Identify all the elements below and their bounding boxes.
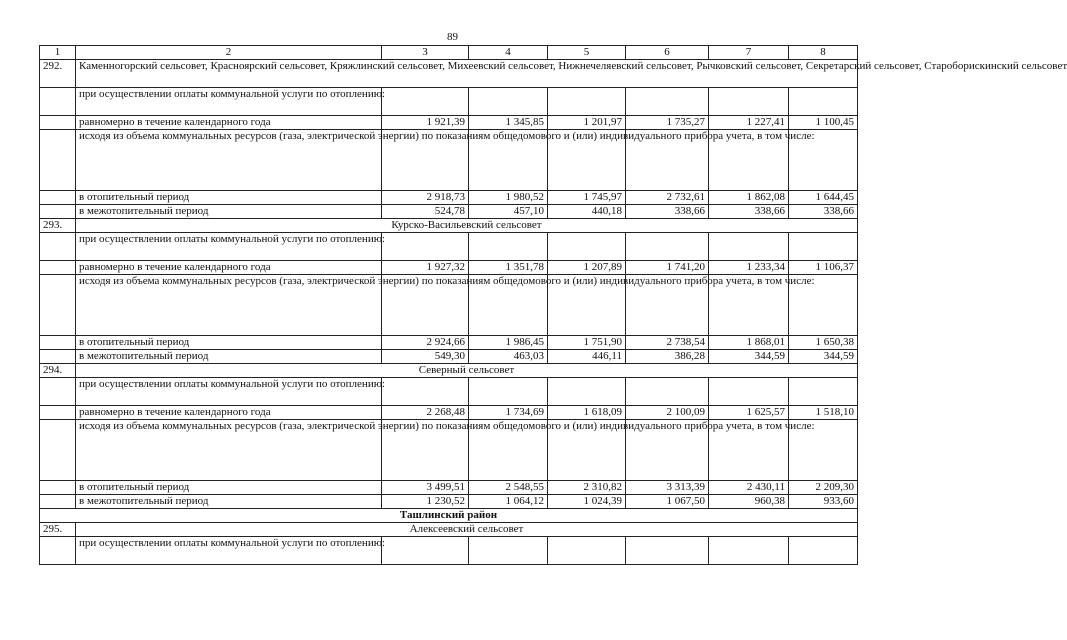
section-title: Северный сельсовет bbox=[76, 364, 858, 378]
table-cell: 1 927,32 bbox=[382, 261, 469, 275]
heating-payment-label: при осуществлении оплаты коммунальной услуги по отоплению: bbox=[76, 88, 382, 116]
header-col-2: 2 bbox=[76, 46, 382, 60]
table-cell: 2 548,55 bbox=[469, 481, 548, 495]
by-volume-row bbox=[40, 130, 858, 191]
interheating-period-row bbox=[40, 495, 858, 509]
table-cell: 1 644,45 bbox=[789, 191, 858, 205]
section-title: Каменногорский сельсовет, Красноярский сельсовет, Кряжлинский сельсовет, Михеевский сельсовет, Нижнечеляевский сельсовет, Рычковский сельсовет, Секретарский сельсовет, Староборискинский сельсовет bbox=[76, 60, 858, 88]
header-col-4: 4 bbox=[469, 46, 548, 60]
heating-payment-row bbox=[40, 233, 858, 261]
heating-payment-row bbox=[40, 88, 858, 116]
table-cell: 344,59 bbox=[789, 350, 858, 364]
table-cell: 386,28 bbox=[626, 350, 709, 364]
section-number: 293. bbox=[40, 219, 76, 233]
table-cell: 1 745,97 bbox=[548, 191, 626, 205]
interheating-period-label: в межотопительный период bbox=[76, 350, 382, 364]
section-292 bbox=[40, 60, 1067, 219]
by-volume-label: исходя из объема коммунальных ресурсов (газа, электрической энергии) по показаниям общедомового и (или) индивидуального прибора учета, в том числе: bbox=[76, 130, 382, 191]
by-volume-label: исходя из объема коммунальных ресурсов (газа, электрической энергии) по показаниям общедомового и (или) индивидуального прибора учета, в том числе: bbox=[76, 420, 382, 481]
section-title-row bbox=[40, 364, 858, 378]
section-title: Алексеевский сельсовет bbox=[76, 523, 858, 537]
table-cell: 960,38 bbox=[709, 495, 789, 509]
table-cell: 1 106,37 bbox=[789, 261, 858, 275]
evenly-row bbox=[40, 261, 858, 275]
table-cell: 463,03 bbox=[469, 350, 548, 364]
heating-payment-label: при осуществлении оплаты коммунальной услуги по отоплению: bbox=[76, 537, 382, 565]
table-cell: 338,66 bbox=[789, 205, 858, 219]
header-col-8: 8 bbox=[789, 46, 858, 60]
header-col-6: 6 bbox=[626, 46, 709, 60]
heating-period-row bbox=[40, 191, 858, 205]
table-cell: 933,60 bbox=[789, 495, 858, 509]
table-cell: 338,66 bbox=[626, 205, 709, 219]
section-295 bbox=[40, 509, 858, 565]
header-col-1: 1 bbox=[40, 46, 76, 60]
interheating-period-label: в межотопительный период bbox=[76, 495, 382, 509]
table-cell: 1 625,57 bbox=[709, 406, 789, 420]
table-cell: 1 862,08 bbox=[709, 191, 789, 205]
page-number: 89 bbox=[447, 31, 458, 43]
table-cell: 1 650,38 bbox=[789, 336, 858, 350]
table-cell: 446,11 bbox=[548, 350, 626, 364]
table-cell: 1 201,97 bbox=[548, 116, 626, 130]
table-cell: 2 209,30 bbox=[789, 481, 858, 495]
table-cell: 2 924,66 bbox=[382, 336, 469, 350]
table-cell: 2 430,11 bbox=[709, 481, 789, 495]
table-cell: 1 227,41 bbox=[709, 116, 789, 130]
table-cell: 1 921,39 bbox=[382, 116, 469, 130]
section-number: 292. bbox=[40, 60, 76, 88]
table-cell: 1 064,12 bbox=[469, 495, 548, 509]
district-title: Ташлинский район bbox=[40, 509, 858, 523]
section-number: 295. bbox=[40, 523, 76, 537]
table-cell: 1 230,52 bbox=[382, 495, 469, 509]
evenly-label: равномерно в течение календарного года bbox=[76, 261, 382, 275]
table-cell: 2 738,54 bbox=[626, 336, 709, 350]
evenly-row bbox=[40, 406, 858, 420]
heating-payment-label: при осуществлении оплаты коммунальной услуги по отоплению: bbox=[76, 378, 382, 406]
table-cell: 1 351,78 bbox=[469, 261, 548, 275]
table-cell: 1 100,45 bbox=[789, 116, 858, 130]
heating-period-label: в отопительный период bbox=[76, 191, 382, 205]
table-cell: 524,78 bbox=[382, 205, 469, 219]
section-title-row bbox=[40, 523, 858, 537]
tariff-table bbox=[39, 45, 1067, 565]
evenly-label: равномерно в течение календарного года bbox=[76, 116, 382, 130]
evenly-row bbox=[40, 116, 858, 130]
district-row bbox=[40, 509, 858, 523]
table-cell: 440,18 bbox=[548, 205, 626, 219]
table-cell: 2 310,82 bbox=[548, 481, 626, 495]
table-cell: 2 100,09 bbox=[626, 406, 709, 420]
table-cell: 3 499,51 bbox=[382, 481, 469, 495]
table-cell: 1 735,27 bbox=[626, 116, 709, 130]
section-title-row bbox=[40, 219, 858, 233]
table-cell: 2 268,48 bbox=[382, 406, 469, 420]
interheating-period-label: в межотопительный период bbox=[76, 205, 382, 219]
table-cell: 1 518,10 bbox=[789, 406, 858, 420]
table-cell: 1 741,20 bbox=[626, 261, 709, 275]
section-title: Курско-Васильевский сельсовет bbox=[76, 219, 858, 233]
table-cell: 3 313,39 bbox=[626, 481, 709, 495]
table-cell: 1 980,52 bbox=[469, 191, 548, 205]
section-number: 294. bbox=[40, 364, 76, 378]
table-cell: 1 618,09 bbox=[548, 406, 626, 420]
by-volume-row bbox=[40, 275, 858, 336]
interheating-period-row bbox=[40, 350, 858, 364]
table-cell: 338,66 bbox=[709, 205, 789, 219]
table-cell: 1 345,85 bbox=[469, 116, 548, 130]
table-cell: 1 868,01 bbox=[709, 336, 789, 350]
table-cell: 1 986,45 bbox=[469, 336, 548, 350]
header-col-7: 7 bbox=[709, 46, 789, 60]
table-cell: 1 024,39 bbox=[548, 495, 626, 509]
evenly-label: равномерно в течение календарного года bbox=[76, 406, 382, 420]
heating-period-row bbox=[40, 481, 858, 495]
table-cell: 2 732,61 bbox=[626, 191, 709, 205]
section-293 bbox=[40, 219, 858, 364]
by-volume-row bbox=[40, 420, 858, 481]
table-cell: 1 067,50 bbox=[626, 495, 709, 509]
table-cell: 2 918,73 bbox=[382, 191, 469, 205]
table-cell: 549,30 bbox=[382, 350, 469, 364]
heating-payment-row bbox=[40, 378, 858, 406]
header-col-5: 5 bbox=[548, 46, 626, 60]
heating-payment-label: при осуществлении оплаты коммунальной услуги по отоплению: bbox=[76, 233, 382, 261]
section-title-row bbox=[40, 60, 858, 88]
table-cell: 1 207,89 bbox=[548, 261, 626, 275]
heating-period-label: в отопительный период bbox=[76, 336, 382, 350]
heating-period-row bbox=[40, 336, 858, 350]
heating-payment-row bbox=[40, 537, 858, 565]
table-cell: 1 751,90 bbox=[548, 336, 626, 350]
table-cell: 344,59 bbox=[709, 350, 789, 364]
header-row bbox=[40, 46, 858, 60]
heating-period-label: в отопительный период bbox=[76, 481, 382, 495]
header-col-3: 3 bbox=[382, 46, 469, 60]
interheating-period-row bbox=[40, 205, 858, 219]
table-cell: 1 233,34 bbox=[709, 261, 789, 275]
table-cell: 1 734,69 bbox=[469, 406, 548, 420]
table-cell: 457,10 bbox=[469, 205, 548, 219]
section-294 bbox=[40, 364, 858, 509]
by-volume-label: исходя из объема коммунальных ресурсов (газа, электрической энергии) по показаниям общедомового и (или) индивидуального прибора учета, в том числе: bbox=[76, 275, 382, 336]
